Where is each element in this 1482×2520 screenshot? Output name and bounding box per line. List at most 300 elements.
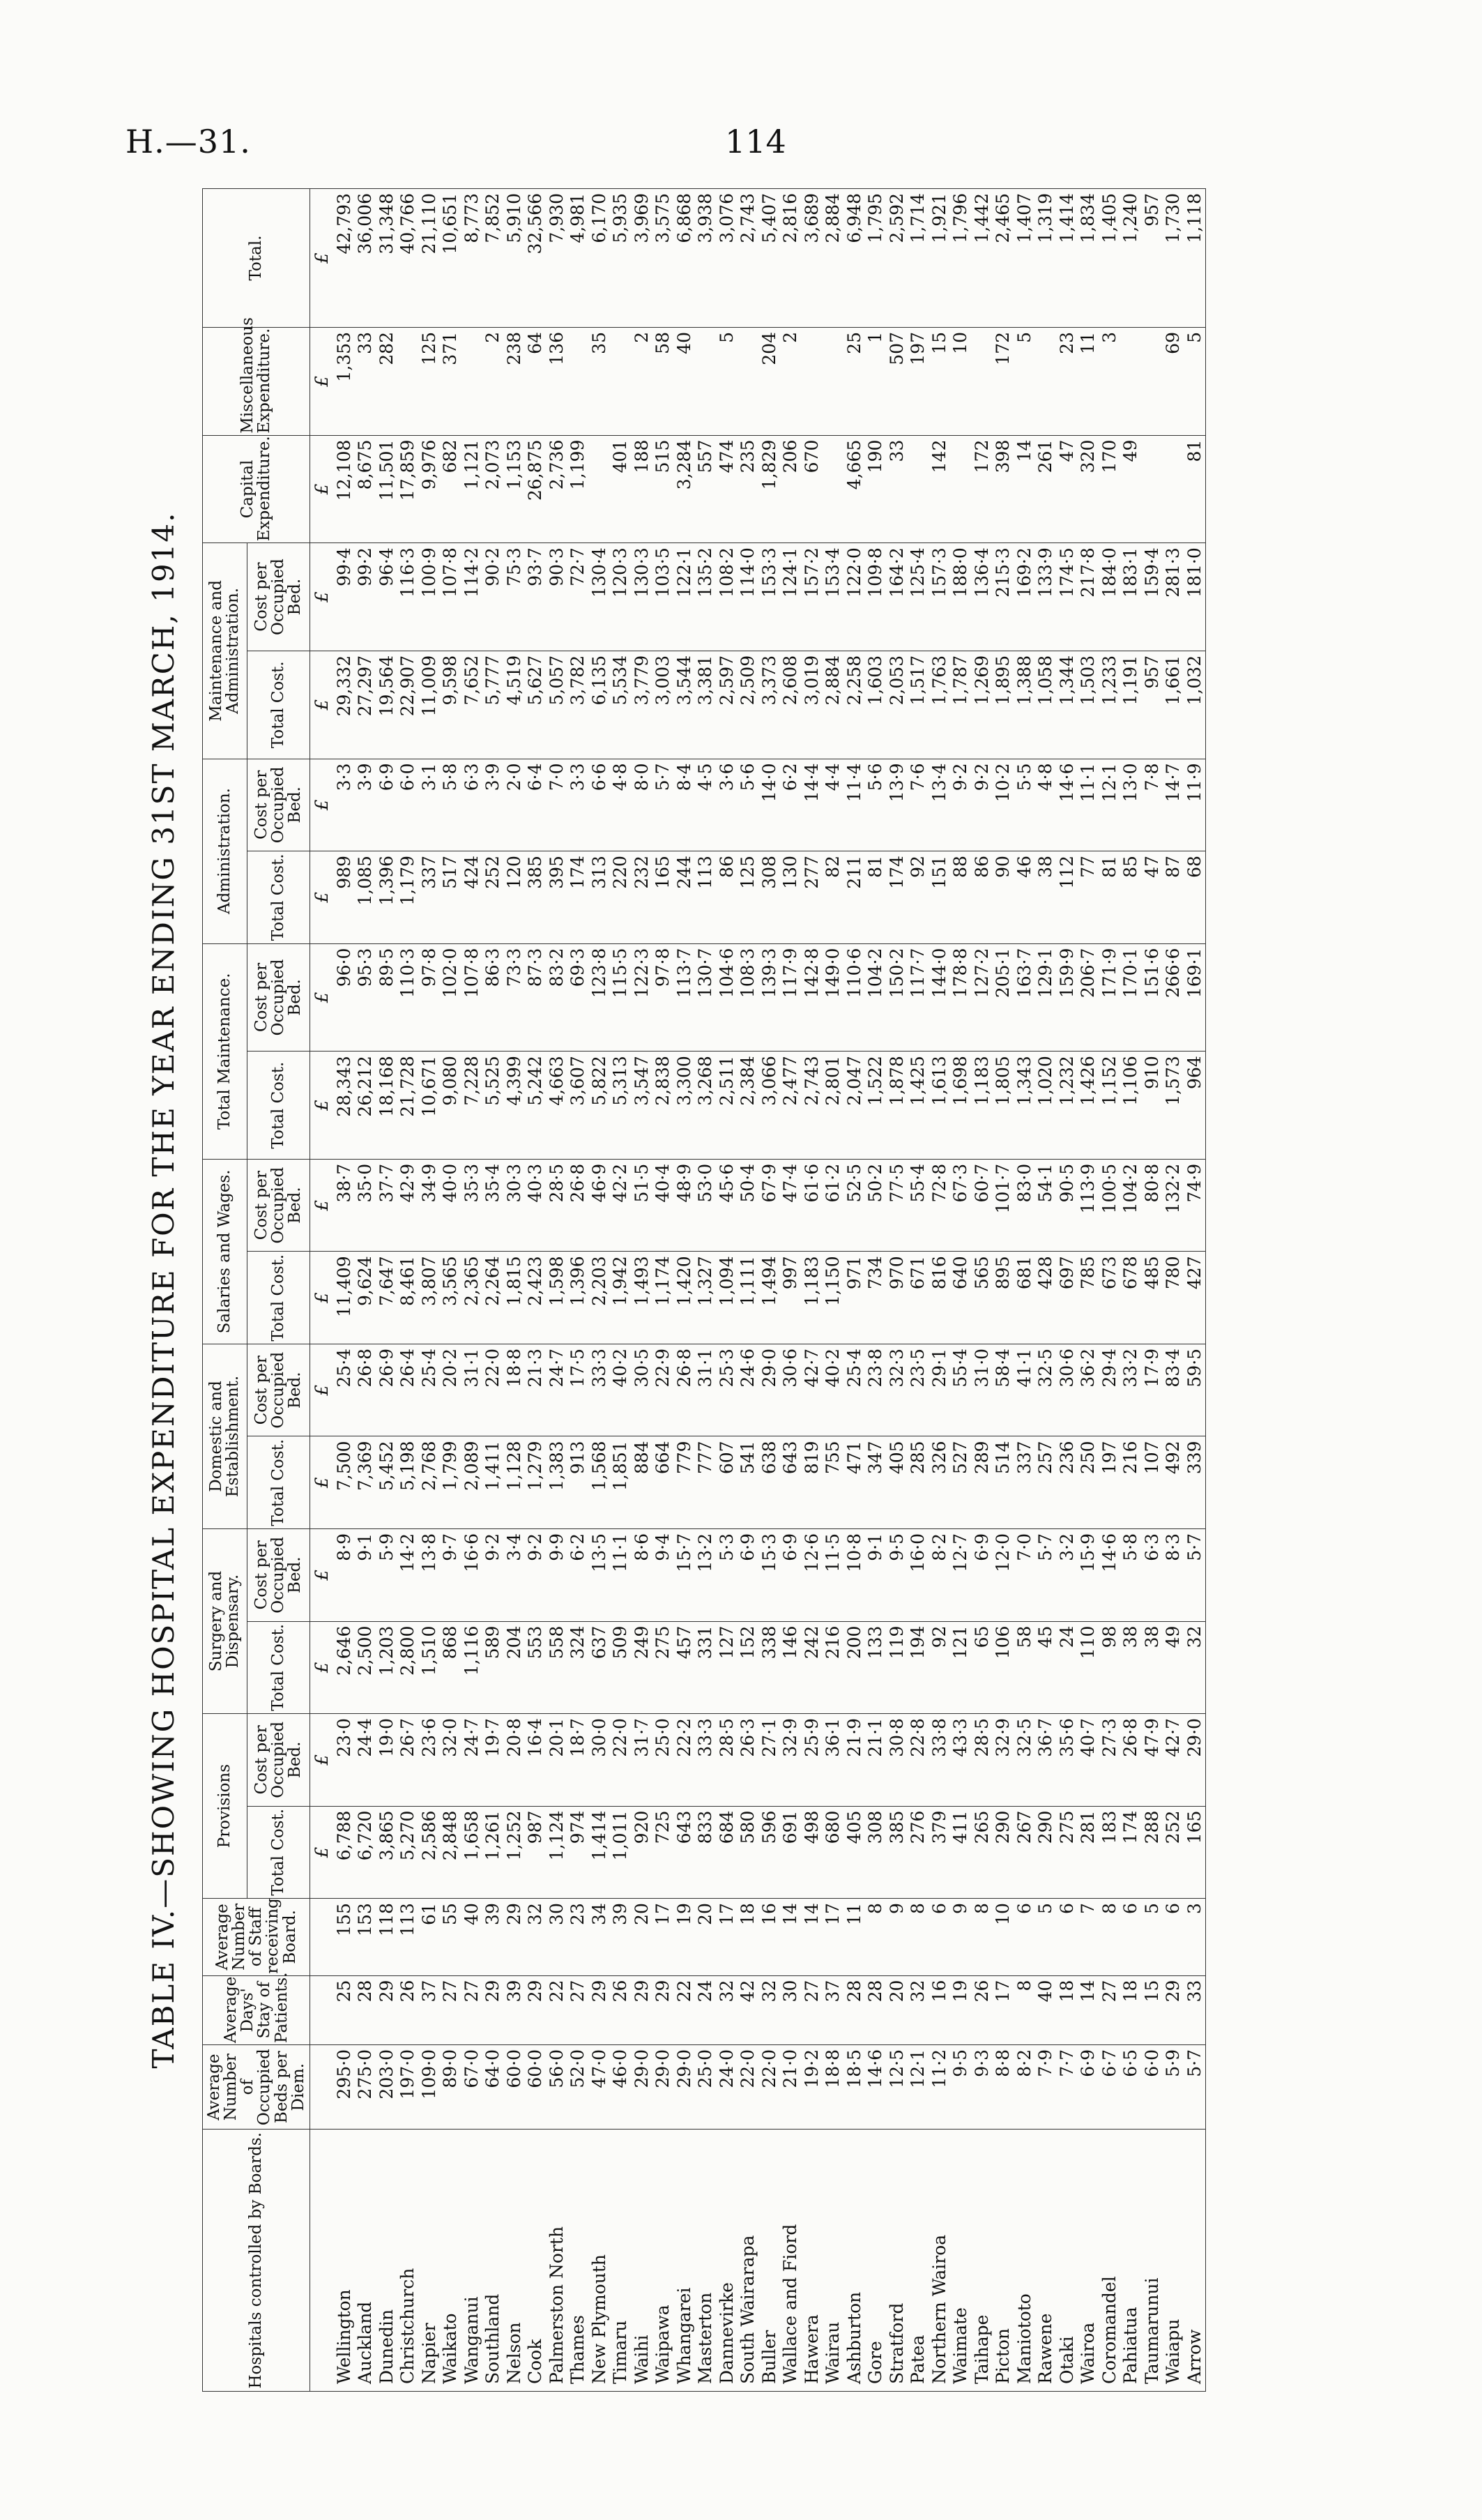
sub-total-cost: Total Cost. xyxy=(247,1806,310,1899)
table-cell: 20·1 xyxy=(547,1714,568,1807)
table-cell: 1,851 xyxy=(610,1436,632,1529)
table-cell: 339 xyxy=(1184,1436,1206,1529)
table-cell: 1,799 xyxy=(440,1436,461,1529)
table-cell: 2,089 xyxy=(461,1436,483,1529)
table-cell: 92 xyxy=(908,851,929,944)
sub-cost-per-bed: Cost per Occupied Bed. xyxy=(247,1159,310,1252)
group-total-maintenance: Total Maintenance. xyxy=(203,943,247,1159)
table-cell: 26·7 xyxy=(397,1714,419,1807)
hospital-name xyxy=(632,2130,653,2392)
table-cell: 3,938 xyxy=(695,189,717,328)
table-cell: 11·4 xyxy=(844,759,866,851)
table-cell: 1,795 xyxy=(865,189,887,328)
hospital-name xyxy=(1057,2130,1078,2392)
table-cell: 557 xyxy=(695,435,717,543)
table-cell: 124·1 xyxy=(780,543,802,651)
table-cell: 3·9 xyxy=(482,759,504,851)
table-cell: 16·6 xyxy=(461,1528,483,1621)
sub-cost-per-bed: Cost per Occupied Bed. xyxy=(247,1714,310,1807)
rotated-table-block xyxy=(139,188,1359,2392)
table-cell: 217·8 xyxy=(1078,543,1099,651)
table-cell: 96·0 xyxy=(334,943,356,1052)
table-cell: 4,399 xyxy=(504,1052,526,1160)
table-cell: 104·2 xyxy=(865,943,887,1052)
table-cell: 98 xyxy=(1099,1621,1121,1714)
table-cell: 1,343 xyxy=(1014,1052,1036,1160)
table-cell: 5·8 xyxy=(440,759,461,851)
table-cell: 276 xyxy=(908,1806,929,1899)
table-cell: 35·4 xyxy=(482,1159,504,1252)
table-row xyxy=(355,189,376,2392)
table-cell: 74·9 xyxy=(1184,1159,1206,1252)
table-row xyxy=(376,189,398,2392)
table-cell: 32·9 xyxy=(993,1714,1014,1807)
table-cell: 114·2 xyxy=(461,543,483,651)
table-cell: 285 xyxy=(908,1436,929,1529)
table-cell: 110·6 xyxy=(844,943,866,1052)
table-cell: 395 xyxy=(547,851,568,944)
table-row xyxy=(823,189,844,2392)
table-cell: 6 xyxy=(1014,1899,1036,1975)
table-cell: 2,365 xyxy=(461,1252,483,1344)
table-cell: 121 xyxy=(950,1621,972,1714)
table-cell: 7·8 xyxy=(1142,759,1163,851)
table-cell: 29 xyxy=(376,1975,398,2044)
table-cell: 7·7 xyxy=(1057,2044,1078,2129)
table-cell: 9·5 xyxy=(950,2044,972,2129)
table-cell: 1,353 xyxy=(334,328,356,436)
hospital-name-text: Taihape xyxy=(971,2314,992,2384)
table-cell: 29 xyxy=(1163,1975,1184,2044)
table-cell: 203·0 xyxy=(376,2044,398,2129)
col-total: Total. xyxy=(203,189,310,328)
table-cell: 27·3 xyxy=(1099,1714,1121,1807)
table-cell: 1,730 xyxy=(1163,189,1184,328)
table-cell: 36,006 xyxy=(355,189,376,328)
table-cell: 8·3 xyxy=(1163,1528,1184,1621)
sub-cost-per-bed: Cost per Occupied Bed. xyxy=(247,543,310,651)
table-cell: 347 xyxy=(865,1436,887,1529)
table-cell: 107·8 xyxy=(440,543,461,651)
table-cell: 2,848 xyxy=(440,1806,461,1899)
table-cell: 22 xyxy=(547,1975,568,2044)
table-cell: 38 xyxy=(1142,1621,1163,1714)
table-cell: 25·4 xyxy=(844,1344,866,1436)
table-cell: 3 xyxy=(1184,1899,1206,1975)
hospital-expenditure-table xyxy=(202,188,1206,2392)
table-cell: 290 xyxy=(1035,1806,1057,1899)
unit-cell: £ xyxy=(310,1252,334,1344)
table-cell: 12,108 xyxy=(334,435,356,543)
table-cell: 82 xyxy=(823,851,844,944)
table-cell: 32 xyxy=(908,1975,929,2044)
table-cell: 498 xyxy=(802,1806,823,1899)
table-cell: 169·2 xyxy=(1014,543,1036,651)
hospital-name xyxy=(504,2130,526,2392)
table-row xyxy=(950,189,972,2392)
unit-cell: £ xyxy=(310,1806,334,1899)
table-cell: 37 xyxy=(419,1975,441,2044)
table-cell: 3,019 xyxy=(802,651,823,759)
table-cell: 2,264 xyxy=(482,1252,504,1344)
table-cell: 1,396 xyxy=(376,851,398,944)
table-cell: 405 xyxy=(887,1436,908,1529)
table-cell: 181·0 xyxy=(1184,543,1206,651)
table-cell: 20 xyxy=(887,1975,908,2044)
table-cell: 920 xyxy=(632,1806,653,1899)
table-cell: 1,921 xyxy=(929,189,951,328)
table-cell: 47·0 xyxy=(589,2044,611,2129)
table-cell: 4·4 xyxy=(823,759,844,851)
table-cell: 133·9 xyxy=(1035,543,1057,651)
table-cell: 19 xyxy=(674,1899,696,1975)
table-cell xyxy=(823,328,844,436)
table-cell: 8,675 xyxy=(355,435,376,543)
table-cell: 19 xyxy=(950,1975,972,2044)
table-cell: 64 xyxy=(525,328,547,436)
table-cell: 12·1 xyxy=(908,2044,929,2129)
table-cell: 275 xyxy=(652,1621,674,1714)
hospital-name xyxy=(397,2130,419,2392)
hospital-name-text: Pahiatua xyxy=(1120,2307,1141,2384)
table-cell: 40·2 xyxy=(823,1344,844,1436)
table-cell: 6·0 xyxy=(397,759,419,851)
hospital-name xyxy=(887,2130,908,2392)
table-cell: 9,598 xyxy=(440,651,461,759)
table-cell xyxy=(823,435,844,543)
table-cell: 974 xyxy=(567,1806,589,1899)
table-cell: 32,566 xyxy=(525,189,547,328)
table-cell: 157·3 xyxy=(929,543,951,651)
table-cell: 49 xyxy=(1120,435,1142,543)
table-cell: 9,080 xyxy=(440,1052,461,1160)
table-cell: 85 xyxy=(1120,851,1142,944)
table-cell: 29·0 xyxy=(1184,1714,1206,1807)
table-cell: 9,976 xyxy=(419,435,441,543)
table-cell: 2,838 xyxy=(652,1052,674,1160)
table-cell: 7,228 xyxy=(461,1052,483,1160)
unit-cell: £ xyxy=(310,328,334,436)
table-cell: 88 xyxy=(950,851,972,944)
hospital-name xyxy=(738,2130,759,2392)
table-cell: 780 xyxy=(1163,1252,1184,1344)
table-cell: 89·5 xyxy=(376,943,398,1052)
hospital-name xyxy=(802,2130,823,2392)
table-cell: 17·9 xyxy=(1142,1344,1163,1436)
table-cell: 1,232 xyxy=(1057,1052,1078,1160)
table-cell: 14·0 xyxy=(759,759,781,851)
table-cell: 295·0 xyxy=(334,2044,356,2129)
table-cell: 153·4 xyxy=(823,543,844,651)
table-cell xyxy=(802,328,823,436)
unit-cell xyxy=(310,1899,334,1975)
col-avg-days: Average Days' Stay of Patients. xyxy=(203,1975,310,2044)
table-cell: 235 xyxy=(738,435,759,543)
table-cell: 130·4 xyxy=(589,543,611,651)
table-cell: 61·2 xyxy=(823,1159,844,1252)
table-cell: 379 xyxy=(929,1806,951,1899)
table-cell: 1,805 xyxy=(993,1052,1014,1160)
table-cell: 517 xyxy=(440,851,461,944)
table-cell: 266·6 xyxy=(1163,943,1184,1052)
table-row xyxy=(717,189,738,2392)
table-cell: 457 xyxy=(674,1621,696,1714)
table-cell: 47·9 xyxy=(1142,1714,1163,1807)
table-row xyxy=(929,189,951,2392)
table-cell: 1,407 xyxy=(1014,189,1036,328)
table-cell: 69·3 xyxy=(567,943,589,1052)
table-cell: 11,409 xyxy=(334,1252,356,1344)
table-cell: 52·0 xyxy=(567,2044,589,2129)
table-cell: 31·0 xyxy=(972,1344,993,1436)
table-cell: 65 xyxy=(972,1621,993,1714)
table-cell: 36·7 xyxy=(1035,1714,1057,1807)
table-cell: 163·7 xyxy=(1014,943,1036,1052)
hospital-name-text: Maniototo xyxy=(1014,2293,1034,2384)
table-cell: 3·9 xyxy=(355,759,376,851)
table-cell: 28,343 xyxy=(334,1052,356,1160)
table-cell: 22·0 xyxy=(738,2044,759,2129)
table-cell: 32·9 xyxy=(780,1714,802,1807)
table-cell: 55·4 xyxy=(908,1159,929,1252)
table-cell: 39 xyxy=(610,1899,632,1975)
table-cell: 3 xyxy=(1099,328,1121,436)
table-cell: 38·7 xyxy=(334,1159,356,1252)
table-cell: 1,714 xyxy=(908,189,929,328)
table-row xyxy=(1014,189,1036,2392)
table-cell: 26·8 xyxy=(674,1344,696,1436)
table-row xyxy=(908,189,929,2392)
hospital-name-text: Waimate xyxy=(950,2307,971,2384)
hospital-name xyxy=(610,2130,632,2392)
table-cell: 42·2 xyxy=(610,1159,632,1252)
unit-cell: £ xyxy=(310,851,334,944)
hospital-name-text: Hawera xyxy=(801,2314,822,2384)
group-domestic: Domestic and Establishment. xyxy=(203,1344,247,1528)
table-cell: 165 xyxy=(652,851,674,944)
table-cell: 277 xyxy=(802,851,823,944)
table-cell: 24·7 xyxy=(461,1714,483,1807)
table-row xyxy=(482,189,504,2392)
table-cell: 114·0 xyxy=(738,543,759,651)
table-cell: 146 xyxy=(780,1621,802,1714)
table-cell: 26 xyxy=(610,1975,632,2044)
table-cell: 3,544 xyxy=(674,651,696,759)
table-cell: 2,258 xyxy=(844,651,866,759)
table-cell: 120 xyxy=(504,851,526,944)
table-cell: 190 xyxy=(865,435,887,543)
table-cell: 5·6 xyxy=(738,759,759,851)
table-cell: 40 xyxy=(1035,1975,1057,2044)
table-cell: 30 xyxy=(780,1975,802,2044)
table-row xyxy=(589,189,611,2392)
table-cell: 2,816 xyxy=(780,189,802,328)
table-cell: 12·1 xyxy=(1099,759,1121,851)
table-cell: 17,859 xyxy=(397,435,419,543)
table-cell: 115·5 xyxy=(610,943,632,1052)
table-cell: 100·9 xyxy=(419,543,441,651)
table-cell: 308 xyxy=(865,1806,887,1899)
table-cell: 40·0 xyxy=(440,1159,461,1252)
table-cell: 109·0 xyxy=(419,2044,441,2129)
table-row xyxy=(632,189,653,2392)
table-cell: 12·6 xyxy=(802,1528,823,1621)
table-cell: 87·3 xyxy=(525,943,547,1052)
table-cell: 4,663 xyxy=(547,1052,568,1160)
table-cell: 61 xyxy=(419,1899,441,1975)
hospital-name-text: Napier xyxy=(418,2323,439,2384)
table-cell: 7·9 xyxy=(1035,2044,1057,2129)
table-cell: 1,573 xyxy=(1163,1052,1184,1160)
table-cell: 90 xyxy=(993,851,1014,944)
table-cell: 868 xyxy=(440,1621,461,1714)
table-cell: 12·0 xyxy=(993,1528,1014,1621)
table-cell: 16·0 xyxy=(908,1528,929,1621)
table-cell: 2,646 xyxy=(334,1621,356,1714)
table-cell: 6·3 xyxy=(1142,1528,1163,1621)
table-cell: 6·2 xyxy=(567,1528,589,1621)
table-cell: 86·3 xyxy=(482,943,504,1052)
group-provisions: Provisions xyxy=(203,1714,247,1899)
table-cell: 673 xyxy=(1099,1252,1121,1344)
table-cell: 509 xyxy=(610,1621,632,1714)
table-cell: 60·0 xyxy=(525,2044,547,2129)
table-cell: 16 xyxy=(759,1899,781,1975)
group-administration: Administration. xyxy=(203,759,247,943)
hospital-name-text: Dunedin xyxy=(376,2309,397,2384)
table-cell: 26 xyxy=(397,1975,419,2044)
table-cell: 5,525 xyxy=(482,1052,504,1160)
table-cell: 637 xyxy=(589,1621,611,1714)
table-cell: 288 xyxy=(1142,1806,1163,1899)
table-cell: 385 xyxy=(525,851,547,944)
hospital-name xyxy=(1120,2130,1142,2392)
table-cell: 99·2 xyxy=(355,543,376,651)
hospital-name xyxy=(567,2130,589,2392)
table-cell: 320 xyxy=(1078,435,1099,543)
hospital-name-text: Whangarei xyxy=(673,2287,694,2384)
table-cell: 77·5 xyxy=(887,1159,908,1252)
table-cell: 14 xyxy=(1078,1975,1099,2044)
table-cell: 127·2 xyxy=(972,943,993,1052)
table-cell: 18,168 xyxy=(376,1052,398,1160)
hospital-name xyxy=(865,2130,887,2392)
hospital-name xyxy=(334,2130,356,2392)
table-cell: 93·7 xyxy=(525,543,547,651)
table-cell: 113 xyxy=(695,851,717,944)
table-cell: 142 xyxy=(929,435,951,543)
table-cell: 257 xyxy=(1035,1436,1057,1529)
table-cell: 174 xyxy=(887,851,908,944)
table-cell: 46·9 xyxy=(589,1159,611,1252)
table-cell: 42,793 xyxy=(334,189,356,328)
table-cell: 250 xyxy=(1078,1436,1099,1529)
unit-cell: £ xyxy=(310,435,334,543)
table-cell: 515 xyxy=(652,435,674,543)
hospital-name xyxy=(1078,2130,1099,2392)
table-cell: 151 xyxy=(929,851,951,944)
table-cell: 819 xyxy=(802,1436,823,1529)
table-cell: 11,501 xyxy=(376,435,398,543)
table-cell: 205·1 xyxy=(993,943,1014,1052)
table-cell: 3,300 xyxy=(674,1052,696,1160)
table-cell: 4,665 xyxy=(844,435,866,543)
table-cell: 2,608 xyxy=(780,651,802,759)
table-cell: 5,777 xyxy=(482,651,504,759)
table-cell: 35·0 xyxy=(355,1159,376,1252)
hospital-name-text: Rawene xyxy=(1035,2313,1056,2384)
table-cell: 1,174 xyxy=(652,1252,674,1344)
table-cell: 60·7 xyxy=(972,1159,993,1252)
table-cell: 97·8 xyxy=(419,943,441,1052)
table-cell: 6 xyxy=(929,1899,951,1975)
table-cell: 1 xyxy=(865,328,887,436)
table-cell: 118 xyxy=(376,1899,398,1975)
table-cell: 109·8 xyxy=(865,543,887,651)
table-cell: 816 xyxy=(929,1252,951,1344)
table-cell: 6,948 xyxy=(844,189,866,328)
table-cell: 153·3 xyxy=(759,543,781,651)
table-cell: 14·4 xyxy=(802,759,823,851)
table-cell: 267 xyxy=(1014,1806,1036,1899)
table-cell: 289 xyxy=(972,1436,993,1529)
table-cell: 3·2 xyxy=(1057,1528,1078,1621)
table-cell: 28·5 xyxy=(972,1714,993,1807)
table-cell: 3,865 xyxy=(376,1806,398,1899)
table-cell: 232 xyxy=(632,851,653,944)
table-cell: 178·8 xyxy=(950,943,972,1052)
table-row xyxy=(334,189,356,2392)
table-cell: 20 xyxy=(695,1899,717,1975)
table-cell: 485 xyxy=(1142,1252,1163,1344)
col-avg-staff: Average Number of Staff receiving Board. xyxy=(203,1899,310,1975)
table-cell: 22 xyxy=(674,1975,696,2044)
table-cell: 36·2 xyxy=(1078,1344,1099,1436)
table-cell: 9 xyxy=(887,1899,908,1975)
table-cell: 22·0 xyxy=(610,1714,632,1807)
hospital-name-text: Waiapu xyxy=(1163,2318,1184,2384)
hospital-name xyxy=(674,2130,696,2392)
table-cell: 170 xyxy=(1099,435,1121,543)
table-cell: 54·1 xyxy=(1035,1159,1057,1252)
table-cell: 2,743 xyxy=(738,189,759,328)
table-cell: 1,179 xyxy=(397,851,419,944)
table-cell xyxy=(610,328,632,436)
table-cell: 21·3 xyxy=(525,1344,547,1436)
table-cell: 492 xyxy=(1163,1436,1184,1529)
table-cell: 238 xyxy=(504,328,526,436)
table-row xyxy=(440,189,461,2392)
sub-cost-per-bed: Cost per Occupied Bed. xyxy=(247,1528,310,1621)
table-cell: 1,698 xyxy=(950,1052,972,1160)
table-cell: 43·3 xyxy=(950,1714,972,1807)
hospital-name-text: Nelson xyxy=(503,2322,524,2384)
table-cell: 970 xyxy=(887,1252,908,1344)
table-cell: 1,183 xyxy=(802,1252,823,1344)
table-cell: 541 xyxy=(738,1436,759,1529)
table-cell: 11·5 xyxy=(823,1528,844,1621)
hospital-name xyxy=(1142,2130,1163,2392)
table-cell: 1,152 xyxy=(1099,1052,1121,1160)
table-cell: 53·0 xyxy=(695,1159,717,1252)
table-cell: 682 xyxy=(440,435,461,543)
table-cell: 96·4 xyxy=(376,543,398,651)
table-cell: 56·0 xyxy=(547,2044,568,2129)
table-cell: 29·0 xyxy=(674,2044,696,2129)
table-cell: 122·3 xyxy=(632,943,653,1052)
table-cell: 6·9 xyxy=(376,759,398,851)
table-cell: 2,743 xyxy=(802,1052,823,1160)
